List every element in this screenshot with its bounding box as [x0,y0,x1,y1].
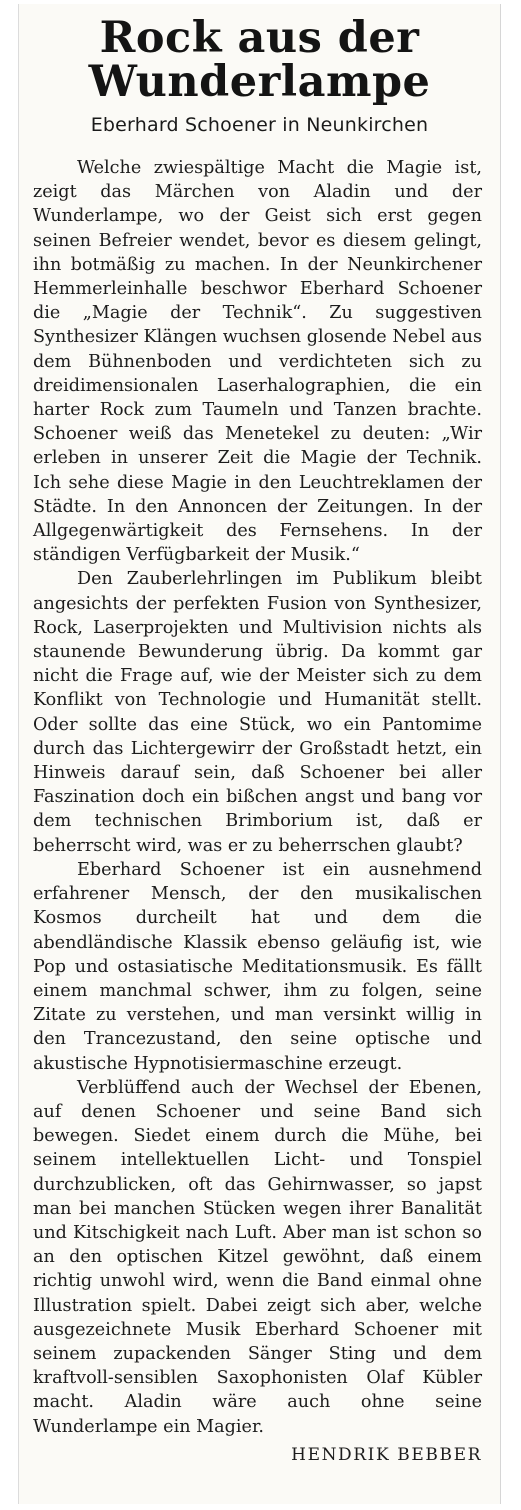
headline [19,13,500,107]
headline-line-2: Wunderlampe [88,57,431,107]
paragraph-3: Eberhard Schoener ist ein ausnehmend erfahrener Mensch, der den musikalischen Kosmos durcheilt hat und dem die abendländische Klassik ebenso geläufig ist, wie Pop und ostasiatische Meditationsmusik. Es fällt einem manchmal schwer, ihm zu folgen, seine Zitate zu verstehen, und man versinkt willig in den Trancezustand, den seine optische und akustische Hypnotisiermaschine erzeugt. [33,859,482,1074]
author-byline: HENDRIK BEBBER [291,1444,482,1465]
subheadline: Eberhard Schoener in Neunkirchen [90,114,429,136]
paragraph-2: Den Zauberlehrlingen im Publikum bleibt angesichts der perfekten Fusion von Synthesizer, Rock, Laserprojekten und Multivision nichts als staunende Bewunderung übrig. Da kommt gar nicht die Frage auf, wie der Meister sich zu dem Konflikt von Technologie und Humanität stellt. Oder sollte das eine Stück, wo ein Pantomime durch das Lichtergewirr der Großstadt hetzt, ein Hinweis darauf sein, daß Schoener bei aller Faszination doch ein bißchen angst und bang vor dem technischen Brimborium ist, daß er beherrscht wird, was er zu beherrschen glaubt? [33,569,482,856]
paragraph-4: Verblüffend auch der Wechsel der Ebenen, auf denen Schoener und seine Band sich bewegen. Siedet einem durch die Mühe, bei seinem intellektuellen Licht- und Tonspiel durchzublicken, oft das Gehirnwasser, so japst man bei manchen Stücken wegen ihrer Banalität und Kitschigkeit nach Luft. Aber man ist schon so an den optischen Kitzel gewöhnt, daß einem richtig unwohl wird, wenn die Band einmal ohne Illustration spielt. Dabei zeigt sich aber, welche ausgezeichnete Musik Eberhard Schoener mit seinem zupackenden Sänger Sting und dem kraftvoll-sensiblen Saxophonisten Olaf Kübler macht. Aladin wäre auch ohne seine Wunderlampe ein Magier. [33,1077,482,1437]
article-body [33,156,482,1467]
headline-line-1: Rock aus der [99,13,420,63]
newspaper-clipping [18,4,501,1504]
paragraph-1: Welche zwiespältige Macht die Magie ist, zeigt das Märchen von Aladin und der Wunderlampe, wo der Geist sich erst gegen seinen Befreier wendet, bevor es diesem gelingt, ihn botmäßig zu machen. In der Neunkirchener Hemmerleinhalle beschwor Eberhard Schoener die „Magie der Technik“. Zu suggestiven Synthesizer Klängen wuchsen glosende Nebel aus dem Bühnenboden und verdichteten sich zu dreidimensionalen Laserhalographien, die ein harter Rock zum Taumeln und Tanzen brachte. Schoener weiß das Menetekel zu deuten: „Wir erleben in unserer Zeit die Magie der Technik. Ich sehe diese Magie in den Leuchtreklamen der Städte. In den Annoncen der Zeitungen. In der Allgegenwärtigkeit des Fernsehens. In der ständigen Verfügbarkeit der Musik.“ [33,158,482,566]
